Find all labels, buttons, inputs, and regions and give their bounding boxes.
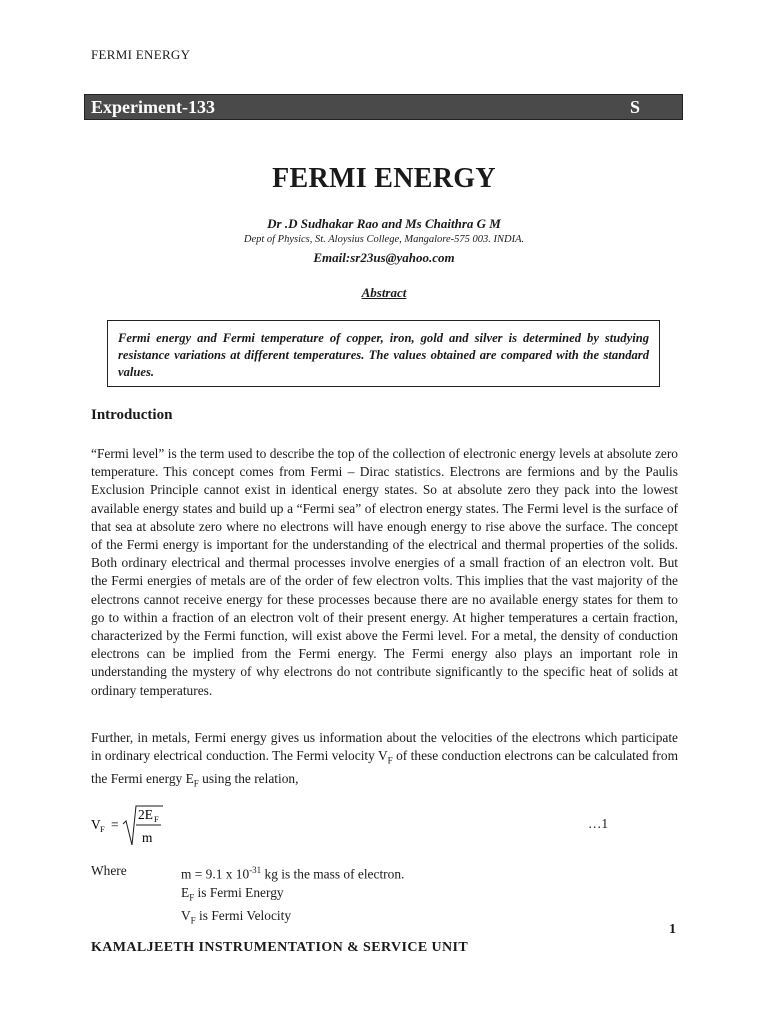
- formula-numerator-sub: F: [154, 814, 159, 824]
- abstract-box: [107, 320, 660, 387]
- formula-lhs-sub: F: [100, 824, 105, 834]
- energy-sub: F: [189, 892, 195, 903]
- formula-svg: [91, 802, 651, 852]
- where-line-velocity: [181, 907, 404, 930]
- fermi-velocity-formula: [91, 802, 651, 852]
- intro-paragraph-2: [91, 729, 678, 793]
- velocity-symbol: V: [181, 908, 191, 924]
- experiment-bar: [84, 94, 683, 120]
- para2-part1: Further, in metals, Fermi energy gives us information about the velocities of the electrons which participate in ordinary electrical conduction. The Fermi velocity V: [91, 730, 678, 764]
- para2-part2: of these conduction electrons can be calculated from the Fermi energy E: [91, 748, 678, 787]
- velocity-sub: F: [190, 915, 196, 926]
- para2-part3: using the relation,: [198, 771, 299, 787]
- affiliation: Dept of Physics, St. Aloysius College, Mangalore-575 003. INDIA.: [243, 234, 525, 245]
- formula-lhs: V: [91, 817, 101, 832]
- where-label: Where: [91, 863, 127, 878]
- para2-sub1: F: [387, 755, 393, 766]
- para2-sub2: F: [193, 778, 199, 789]
- energy-symbol: E: [181, 884, 190, 900]
- energy-text: is Fermi Energy: [194, 884, 284, 900]
- mass-suffix: kg is the mass of electron.: [261, 866, 405, 882]
- authors: Dr .D Sudhakar Rao and Ms Chaithra G M: [267, 216, 501, 231]
- running-header: FERMI ENERGY: [91, 47, 191, 62]
- where-line-energy: [181, 884, 404, 907]
- equation-number: …1: [588, 816, 609, 831]
- velocity-text: is Fermi Velocity: [195, 908, 292, 924]
- intro-paragraph-1: “Fermi level” is the term used to describe the top of the collection of electronic energy levels at absolute zero temperature. This concept comes from Fermi – Dirac statistics. Electrons are fermions and by the Paulis Exclusion Principle cannot exist in identical energy states. So at absolute zero they pack into the lowest available energy states and build up a “Fermi sea” of electron energy states. The Fermi level is the surface of that sea at absolute zero where no electrons will have enough energy to rise above the surface. The concept of the Fermi energy is important for the understanding of the electrical and thermal properties of the solids. Both ordinary electrical and thermal processes involve energies of a small fraction of an electron volt. But the Fermi energies of metals are of the order of few electron volts. This implies that the vast majority of the electrons cannot receive energy for these processes because there are no available energy states for them to go to within a fraction of an electron volt of their present energy. At higher temperatures a certain fraction, characterized by the Fermi function, will exist above the Fermi level. For a metal, the density of conduction electrons can be implied from the Fermi energy. The Fermi energy also plays an important role in understanding the mystery of why electrons do not contribute significantly to the specific heat of solids at ordinary temperatures.: [91, 446, 678, 698]
- formula-numerator: 2E: [138, 807, 153, 822]
- page-title: FERMI ENERGY: [272, 163, 496, 194]
- email: Email:sr23us@yahoo.com: [313, 250, 455, 265]
- mass-prefix: m = 9.1 x 10: [181, 866, 250, 882]
- experiment-label: Experiment-133: [91, 97, 215, 117]
- mass-exponent: -31: [249, 865, 262, 875]
- abstract-text: Fermi energy and Fermi temperature of copper, iron, gold and silver is determined by studying resistance variations at different temperatures. The values obtained are compared with the standard values.: [118, 331, 649, 379]
- formula-equals: =: [111, 817, 119, 832]
- formula-denominator: m: [142, 830, 153, 845]
- where-definitions: [181, 861, 404, 930]
- intro-heading: Introduction: [91, 407, 173, 423]
- page-number: 1: [669, 922, 676, 937]
- where-line-mass: [181, 861, 404, 884]
- experiment-code: S: [629, 97, 640, 117]
- abstract-heading: Abstract: [361, 285, 407, 300]
- footer: KAMALJEETH INSTRUMENTATION & SERVICE UNIT: [91, 940, 469, 955]
